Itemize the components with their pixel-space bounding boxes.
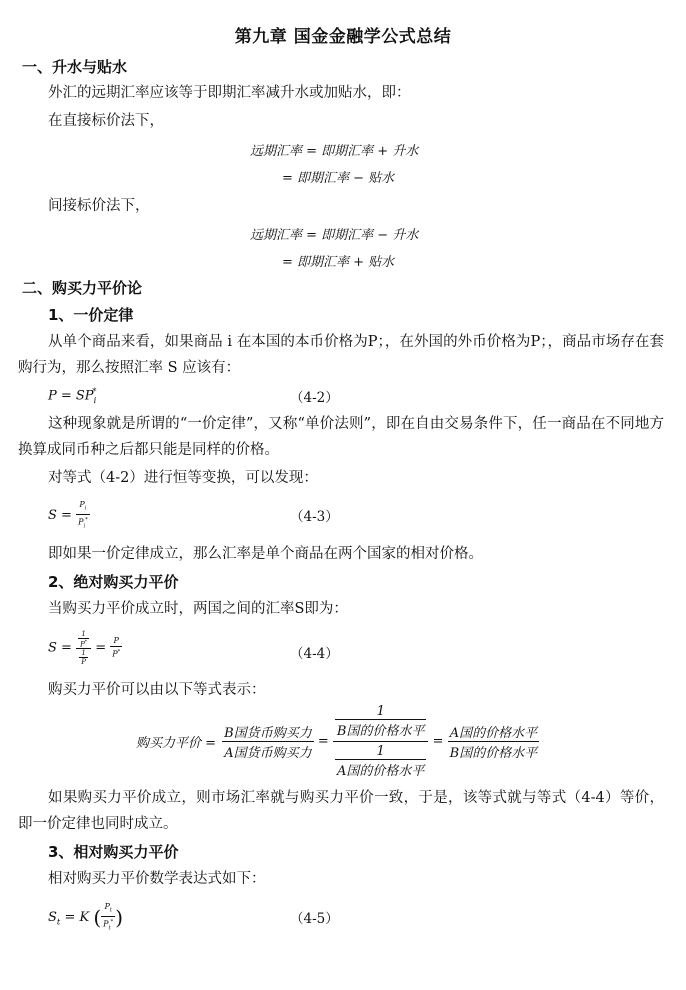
subsection-heading-absolute-ppp: 2、绝对购买力平价	[48, 573, 179, 591]
paragraph-absolute-ppp-1: 当购买力平价成立时，两国之间的汇率S即为：	[48, 601, 348, 617]
paragraph-absolute-ppp-2: 购买力平价可以由以下等式表示：	[48, 682, 266, 698]
paragraph-relative-ppp-1: 相对购买力平价数学表达式如下：	[48, 871, 266, 887]
formula-4-3: S = $\frac{P_i}{P_i^*}$	[48, 500, 88, 529]
subsection-heading-relative-ppp: 3、相对购买力平价	[48, 843, 179, 861]
paragraph-law-of-one-price-2: 这种现象就是所谓的“一价定律”，又称“单价法则”，即在自由交易条件下，任一商品在不同地方换算成同币种之后都只能是同样的价格。	[18, 416, 664, 458]
paragraph-law-of-one-price-4: 即如果一价定律成立，那么汇率是单个商品在两个国家的相对价格。	[48, 546, 483, 562]
section-heading-forward-premium: 一、升水与贴水	[22, 58, 128, 76]
paragraph-law-of-one-price-1: 从单个商品来看，如果商品 i 在本国的本币价格为P；，在外国的外币价格为P；，商品市场存在套购行为，那么按照汇率 S 应该有：	[18, 334, 664, 376]
page-title: 第九章 国金金融学公式总结	[234, 27, 452, 47]
formula-4-2: $P = SP_i^*$	[48, 386, 97, 405]
paragraph-direct-quotation: 在直接标价法下，	[48, 113, 164, 129]
equation-number-4-2: （4-2）	[290, 390, 339, 406]
paragraph-law-of-one-price-3: 对等式（4-2）进行恒等变换，可以发现：	[48, 470, 318, 486]
subsection-heading-law-of-one-price: 1、一价定律	[48, 306, 134, 324]
section-heading-ppp: 二、购买力平价论	[22, 279, 143, 297]
formula-direct-1: 远期汇率 = 即期汇率 + 升水	[250, 144, 419, 159]
paragraph-intro: 外汇的远期汇率应该等于即期汇率减升水或加贴水，即：	[48, 85, 411, 101]
formula-ppp-ratio: 购买力平价 = $\frac{\text{B国货币购买力}}{\text{A国货币购买力}}$ = $\frac{\frac{1}{\text{B国的价格水平}}}{\frac{1}{\text{A国的价格水平}}}$ = $\frac{\text{A国的价格水平}}{\text{B国的价格水平}}$	[136, 704, 538, 779]
equation-number-4-5: （4-5）	[290, 911, 339, 927]
formula-4-4: S = $\frac{\frac{1}{P^*}}{\frac{1}{P}}$ = $\frac{P}{P^*}$	[48, 630, 121, 667]
formula-4-5: $S_t = K$ ( $\frac{P_t}{P_t^*}$ )	[48, 902, 124, 931]
equation-number-4-3: （4-3）	[290, 509, 339, 525]
equation-number-4-4: （4-4）	[290, 646, 339, 662]
formula-indirect-2: = 即期汇率 + 贴水	[282, 255, 395, 270]
paragraph-absolute-ppp-3: 如果购买力平价成立，则市场汇率就与购买力平价一致，于是，该等式就与等式（4-4）等价，即一价定律也同时成立。	[18, 790, 664, 832]
formula-direct-2: = 即期汇率 − 贴水	[282, 171, 395, 186]
paragraph-indirect-quotation: 间接标价法下，	[48, 198, 150, 214]
formula-indirect-1: 远期汇率 = 即期汇率 − 升水	[250, 228, 419, 243]
